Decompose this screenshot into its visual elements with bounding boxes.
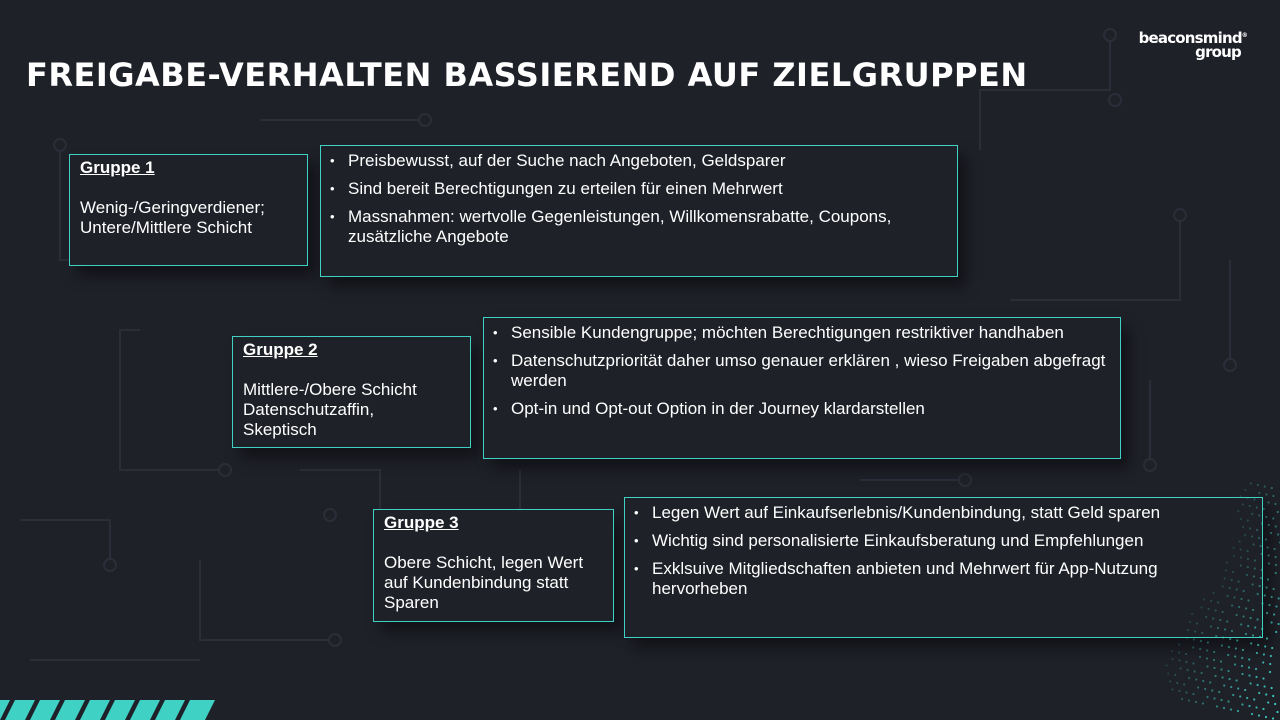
group-3-bullet: • Exklsuive Mitgliedschaften anbieten und Mehrwert für App-Nutzung hervorheben — [633, 559, 1252, 599]
decor-dot — [1245, 607, 1247, 609]
decor-dot — [1195, 678, 1197, 680]
logo-registered-mark: ® — [1241, 32, 1247, 39]
decor-dot — [1265, 516, 1267, 518]
decor-dot — [1251, 513, 1253, 515]
decor-dot — [1250, 642, 1252, 644]
decor-dot — [1240, 623, 1242, 625]
group-1-bullet-list — [329, 151, 947, 247]
decor-dot — [1215, 675, 1217, 677]
decor-dot — [1253, 575, 1255, 577]
decor-dot — [1225, 569, 1227, 571]
decor-dot — [1194, 630, 1196, 632]
decor-dot — [1226, 561, 1228, 563]
decor-dot — [1192, 662, 1194, 664]
decor-dot — [1232, 694, 1234, 696]
decor-dot — [1178, 690, 1180, 692]
decor-dot — [1171, 658, 1173, 660]
decor-dot — [1230, 686, 1232, 688]
group-1-bullet: • Massnahmen: wertvolle Gegenleistungen, Willkomensrabatte, Coupons, zusätzliche Angebote — [329, 207, 947, 247]
decor-dot — [1242, 503, 1244, 505]
decor-dot — [1272, 517, 1274, 519]
decor-dot — [1268, 604, 1270, 606]
decor-dot — [1248, 666, 1250, 668]
decor-dot — [1268, 524, 1270, 526]
decor-dot — [1247, 550, 1249, 552]
decor-dot — [1268, 562, 1270, 564]
decor-dot — [1266, 612, 1268, 614]
decor-dot — [1191, 613, 1193, 615]
decor-dot — [1201, 672, 1203, 674]
decor-dot — [1253, 498, 1255, 500]
decor-dot — [1265, 538, 1267, 540]
decor-dot — [1215, 609, 1217, 611]
decor-dot — [1254, 626, 1256, 628]
decor-dot — [1215, 635, 1217, 637]
decor-dot — [1222, 676, 1224, 678]
decor-dot — [1219, 619, 1221, 621]
decor-dot — [1240, 598, 1242, 600]
decor-dot — [1258, 514, 1260, 516]
decor-dot — [1267, 701, 1269, 703]
group-3-card — [373, 509, 614, 622]
decor-dot — [1224, 628, 1226, 630]
decor-dot — [1178, 651, 1180, 653]
decor-dot — [1202, 702, 1204, 704]
decor-dot — [1234, 655, 1236, 657]
decor-dot — [1169, 680, 1171, 682]
decor-dot — [1206, 665, 1208, 667]
decor-dot — [1275, 631, 1277, 633]
decor-dot — [1232, 571, 1234, 573]
decor-dot — [1229, 678, 1231, 680]
logo-subline: group — [1195, 43, 1241, 61]
decor-dot — [1201, 632, 1203, 634]
decor-dot — [1213, 659, 1215, 661]
group-2-details — [483, 317, 1121, 459]
decor-dot — [1258, 537, 1260, 539]
decor-dot — [1247, 558, 1249, 560]
decor-dot — [1255, 706, 1257, 708]
decor-dot — [1206, 649, 1208, 651]
decor-dot — [1235, 647, 1237, 649]
decor-dot — [1256, 652, 1258, 654]
decor-dot — [1274, 503, 1276, 505]
decor-dot — [1171, 650, 1173, 652]
decor-dot — [1199, 648, 1201, 650]
decor-dot — [1244, 534, 1246, 536]
decor-dot — [1238, 580, 1240, 582]
group-2-title: Gruppe 2 — [243, 340, 318, 359]
decor-dot — [1217, 627, 1219, 629]
decor-dot — [1174, 674, 1176, 676]
decor-dot — [1193, 638, 1195, 640]
decor-dot — [1187, 629, 1189, 631]
decor-dot — [1237, 687, 1239, 689]
decor-dot — [1245, 633, 1247, 635]
decor-dot — [1189, 621, 1191, 623]
decor-dot — [1196, 622, 1198, 624]
decor-dot — [1213, 651, 1215, 653]
decor-dot — [1265, 716, 1267, 718]
decor-dot — [1273, 613, 1275, 615]
decor-dot — [1246, 697, 1248, 699]
decor-dot — [1236, 614, 1238, 616]
decor-dot — [1266, 586, 1268, 588]
decor-dot — [1205, 616, 1207, 618]
decor-dot — [1270, 655, 1272, 657]
decor-dot — [1278, 623, 1280, 625]
decor-dot — [1207, 641, 1209, 643]
group-2-card — [232, 336, 471, 448]
decor-dot — [1206, 657, 1208, 659]
decor-dot — [1252, 609, 1254, 611]
decor-dot — [1220, 660, 1222, 662]
decor-dot — [1237, 510, 1239, 512]
decor-dot — [1241, 665, 1243, 667]
decor-dot — [1275, 564, 1277, 566]
decor-dot — [1261, 522, 1263, 524]
decor-dot — [1257, 618, 1259, 620]
decor-dot — [1223, 707, 1225, 709]
decor-dot — [1178, 643, 1180, 645]
decor-dot — [1253, 543, 1255, 545]
decor-dot — [1257, 684, 1259, 686]
decor-dot — [1267, 501, 1269, 503]
decor-dot — [1262, 677, 1264, 679]
decor-dot — [1267, 578, 1269, 580]
decor-dot — [1275, 525, 1277, 527]
decor-dot — [1271, 621, 1273, 623]
decor-dot — [1227, 670, 1229, 672]
decor-dot — [1244, 689, 1246, 691]
decor-dot — [1246, 574, 1248, 576]
decor-dot — [1247, 566, 1249, 568]
decor-dot — [1274, 548, 1276, 550]
decor-dot — [1239, 695, 1241, 697]
decor-dot — [1185, 661, 1187, 663]
decor-dot — [1264, 685, 1266, 687]
decor-dot — [1201, 606, 1203, 608]
decor-dot — [1212, 617, 1214, 619]
decor-dot — [1275, 556, 1277, 558]
decor-dot — [1271, 487, 1273, 489]
decor-dot — [1261, 569, 1263, 571]
decor-dot — [1240, 564, 1242, 566]
decor-dot — [1246, 497, 1248, 499]
decor-dot — [1271, 596, 1273, 598]
decor-dot — [1213, 697, 1215, 699]
beaconsmind-logo — [1135, 31, 1247, 60]
decor-dot — [1222, 611, 1224, 613]
decor-dot — [1257, 484, 1259, 486]
decor-dot — [1248, 674, 1250, 676]
decor-dot — [1269, 671, 1271, 673]
decor-dot — [1242, 526, 1244, 528]
decor-dot — [1263, 508, 1265, 510]
decor-dot — [1229, 638, 1231, 640]
decor-dot — [1247, 519, 1249, 521]
decor-dot — [1259, 585, 1261, 587]
decor-dot — [1195, 701, 1197, 703]
group-2-description: Mittlere-/Obere Schicht Datenschutzaffin, Skeptisch — [243, 380, 417, 439]
group-3-description: Obere Schicht, legen Wert auf Kundenbindung statt Sparen — [384, 553, 584, 612]
decor-dot — [1273, 588, 1275, 590]
decor-dot — [1272, 495, 1274, 497]
decor-dot — [1252, 634, 1254, 636]
decor-dot — [1264, 645, 1266, 647]
decor-dot — [1236, 588, 1238, 590]
decor-dot — [1274, 703, 1276, 705]
decor-dot — [1220, 699, 1222, 701]
decor-dot — [1240, 518, 1242, 520]
decor-dot — [1267, 546, 1269, 548]
decor-dot — [1251, 713, 1253, 715]
slide-title: FREIGABE-VERHALTEN BASSIEREND AUF ZIELGRUPPEN — [26, 56, 1028, 94]
group-1-details — [320, 145, 958, 277]
decor-dot — [1272, 695, 1274, 697]
decor-dot — [1213, 667, 1215, 669]
decor-dot — [1185, 653, 1187, 655]
decor-dot — [1231, 579, 1233, 581]
decor-dot — [1204, 688, 1206, 690]
decor-dot — [1254, 567, 1256, 569]
decor-dot — [1183, 683, 1185, 685]
decor-dot — [1210, 600, 1212, 602]
decor-dot — [1188, 699, 1190, 701]
decor-dot — [1257, 593, 1259, 595]
decor-dot — [1218, 691, 1220, 693]
decor-dot — [1236, 639, 1238, 641]
decor-dot — [1181, 698, 1183, 700]
decor-dot — [1200, 640, 1202, 642]
decor-dot — [1249, 527, 1251, 529]
decor-dot — [1256, 506, 1258, 508]
decor-dot — [1178, 659, 1180, 661]
decor-dot — [1239, 495, 1241, 497]
decor-dot — [1167, 672, 1169, 674]
decor-dot — [1269, 663, 1271, 665]
decor-dot — [1243, 615, 1245, 617]
accent-stripes — [0, 700, 220, 720]
decor-dot — [1268, 554, 1270, 556]
decor-dot — [1206, 696, 1208, 698]
decor-dot — [1192, 693, 1194, 695]
decor-dot — [1240, 548, 1242, 550]
decor-dot — [1277, 533, 1279, 535]
decor-dot — [1276, 711, 1278, 713]
group-3-bullet: • Wichtig sind personalisierte Einkaufsberatung und Empfehlungen — [633, 531, 1252, 551]
decor-dot — [1265, 693, 1267, 695]
decor-dot — [1192, 646, 1194, 648]
decor-dot — [1227, 700, 1229, 702]
decor-dot — [1275, 605, 1277, 607]
decor-dot — [1262, 661, 1264, 663]
decor-dot — [1249, 505, 1251, 507]
decor-dot — [1259, 636, 1261, 638]
decor-dot — [1248, 705, 1250, 707]
decor-dot — [1216, 705, 1218, 707]
decor-dot — [1271, 687, 1273, 689]
dot-wave-decoration — [1150, 480, 1280, 720]
group-1-description: Wenig-/Geringverdiener; Untere/Mittlere Schicht — [80, 198, 265, 237]
decor-dot — [1262, 708, 1264, 710]
decor-dot — [1250, 617, 1252, 619]
decor-dot — [1188, 677, 1190, 679]
decor-dot — [1255, 668, 1257, 670]
decor-dot — [1243, 590, 1245, 592]
decor-dot — [1251, 535, 1253, 537]
decor-dot — [1260, 577, 1262, 579]
decor-dot — [1186, 637, 1188, 639]
group-1-bullet: • Preisbewusst, auf der Suche nach Angeboten, Geldsparer — [329, 151, 947, 171]
decor-dot — [1263, 653, 1265, 655]
decor-dot — [1222, 585, 1224, 587]
decor-dot — [1237, 710, 1239, 712]
decor-dot — [1258, 714, 1260, 716]
decor-dot — [1230, 708, 1232, 710]
decor-dot — [1248, 658, 1250, 660]
decor-dot — [1254, 559, 1256, 561]
logo-wordmark: beaconsmind — [1138, 29, 1242, 47]
decor-dot — [1271, 647, 1273, 649]
group-3-bullet: • Legen Wert auf Einkaufserlebnis/Kundenbindung, statt Geld sparen — [633, 503, 1252, 523]
decor-dot — [1194, 670, 1196, 672]
decor-dot — [1233, 555, 1235, 557]
decor-dot — [1226, 620, 1228, 622]
decor-dot — [1171, 688, 1173, 690]
decor-dot — [1264, 485, 1266, 487]
decor-dot — [1261, 553, 1263, 555]
decor-dot — [1275, 572, 1277, 574]
group-1-bullet: • Sind bereit Berechtigungen zu erteilen für einen Mehrwert — [329, 179, 947, 199]
decor-dot — [1233, 596, 1235, 598]
decor-dot — [1228, 646, 1230, 648]
group-3-title: Gruppe 3 — [384, 513, 459, 532]
decor-dot — [1180, 667, 1182, 669]
decor-dot — [1277, 511, 1279, 513]
decor-dot — [1250, 682, 1252, 684]
decor-dot — [1221, 644, 1223, 646]
decor-dot — [1247, 599, 1249, 601]
decor-dot — [1231, 630, 1233, 632]
decor-dot — [1261, 628, 1263, 630]
decor-dot — [1203, 598, 1205, 600]
decor-dot — [1242, 649, 1244, 651]
decor-dot — [1226, 595, 1228, 597]
group-2-bullet: • Opt-in und Opt-out Option in der Journey klardarstellen — [492, 399, 1110, 419]
decor-dot — [1265, 493, 1267, 495]
decor-dot — [1241, 673, 1243, 675]
decor-dot — [1252, 583, 1254, 585]
decor-dot — [1208, 608, 1210, 610]
group-2-bullet-list — [492, 323, 1110, 419]
decor-dot — [1238, 606, 1240, 608]
decor-dot — [1227, 654, 1229, 656]
decor-dot — [1239, 540, 1241, 542]
decor-dot — [1253, 698, 1255, 700]
decor-dot — [1217, 601, 1219, 603]
decor-dot — [1187, 669, 1189, 671]
decor-dot — [1233, 547, 1235, 549]
decor-dot — [1166, 664, 1168, 666]
decor-dot — [1234, 663, 1236, 665]
decor-dot — [1236, 679, 1238, 681]
decor-dot — [1224, 577, 1226, 579]
decor-dot — [1223, 684, 1225, 686]
decor-dot — [1197, 686, 1199, 688]
decor-dot — [1258, 492, 1260, 494]
group-2-bullet: • Datenschutzpriorität daher umso genauer erklären , wieso Freigaben abgefragt werden — [492, 351, 1110, 391]
group-2-bullet: • Sensible Kundengruppe; möchten Berechtigungen restriktiver handhaben — [492, 323, 1110, 343]
decor-dot — [1231, 604, 1233, 606]
decor-dot — [1220, 668, 1222, 670]
decor-dot — [1209, 681, 1211, 683]
decor-dot — [1256, 529, 1258, 531]
decor-dot — [1255, 676, 1257, 678]
decor-dot — [1257, 644, 1259, 646]
group-1-title: Gruppe 1 — [80, 158, 155, 177]
decor-dot — [1241, 657, 1243, 659]
decor-dot — [1240, 556, 1242, 558]
decor-dot — [1266, 637, 1268, 639]
group-1-card — [69, 154, 308, 266]
decor-dot — [1247, 625, 1249, 627]
decor-dot — [1212, 592, 1214, 594]
decor-dot — [1258, 692, 1260, 694]
decor-dot — [1241, 703, 1243, 705]
decor-dot — [1250, 482, 1252, 484]
decor-dot — [1185, 691, 1187, 693]
decor-dot — [1270, 532, 1272, 534]
decor-dot — [1210, 625, 1212, 627]
decor-dot — [1278, 597, 1280, 599]
decor-dot — [1261, 602, 1263, 604]
decor-dot — [1211, 689, 1213, 691]
decor-dot — [1272, 717, 1274, 719]
decor-dot — [1260, 545, 1262, 547]
decor-dot — [1202, 680, 1204, 682]
decor-dot — [1176, 682, 1178, 684]
decor-dot — [1229, 587, 1231, 589]
decor-dot — [1199, 656, 1201, 658]
decor-dot — [1264, 594, 1266, 596]
decor-dot — [1222, 636, 1224, 638]
decor-dot — [1244, 489, 1246, 491]
